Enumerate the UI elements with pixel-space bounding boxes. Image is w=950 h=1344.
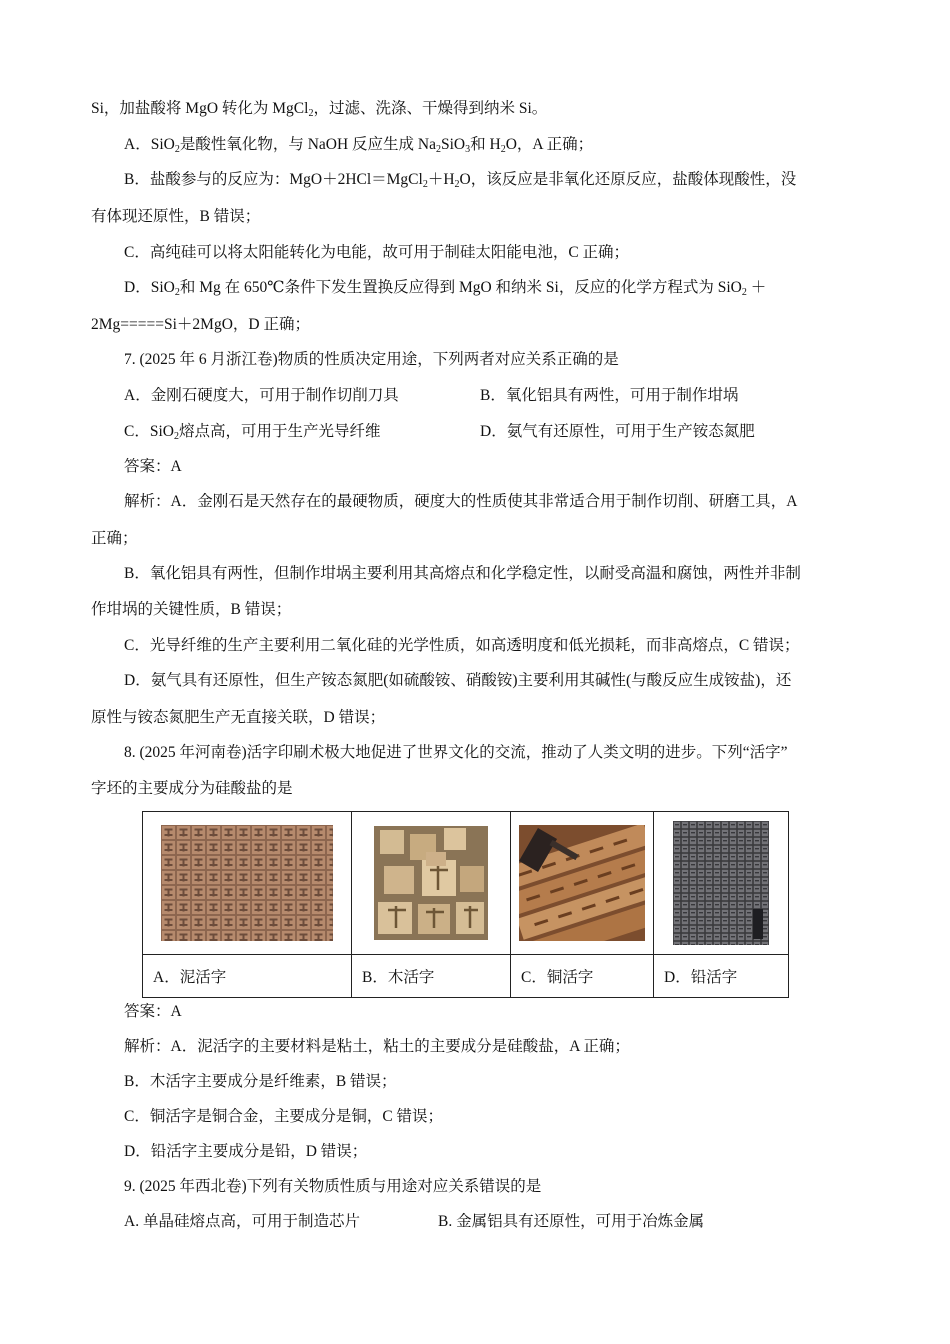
question-8: 8. (2025 年河南卷)活字印刷术极大地促进了世界文化的交流，推动了人类文明的进步。下列“活字” [124,744,788,761]
text-line: C．光导纤维的生产主要利用二氧化硅的光学性质，如高透明度和低光损耗，而非高熔点，C 错误； [124,637,800,654]
option-a-clay-type: A．泥活字 [143,955,352,998]
text-line: 原性与铵态氮肥生产无直接关联，D 错误； [91,709,386,726]
wood-type-image-cell [352,812,511,955]
wood-type-image [374,826,488,940]
clay-type-image-cell [143,812,352,955]
q7-explanation: 解析：A．金刚石是天然存在的最硬物质，硬度大的性质使其非常适合用于制作切削、研磨工具，A [124,493,798,510]
text-line: 有体现还原性，B 错误； [91,208,261,225]
lead-type-image-cell [654,812,789,955]
text-line: 2Mg=====Si＋2MgO，D 正确； [91,316,310,333]
text-line: C．铜活字是铜合金，主要成分是铜，C 错误； [124,1108,444,1125]
text-line: Si，加盐酸将 MgO 转化为 MgCl$_2$，过滤、洗涤、干燥得到纳米 Si。 [91,100,548,119]
movable-type-table [142,811,789,998]
option-c-copper-type: C．铜活字 [511,955,654,998]
text-line: 字坯的主要成分为硅酸盐的是 [91,780,293,797]
copper-type-image [519,825,645,941]
q7-options-row-2: C．SiO$_2$熔点高，可用于生产光导纤维 D．氨气有还原性，可用于生产铵态氮肥 [124,423,755,442]
question-7: 7. (2025 年 6 月浙江卷)物质的性质决定用途，下列两者对应关系正确的是 [124,351,619,368]
q7-answer: 答案：A [124,458,182,475]
option-d-lead-type: D．铅活字 [654,955,789,998]
q8-answer: 答案：A [124,1003,182,1020]
text-line: A．SiO$_2$是酸性氧化物，与 NaOH 反应生成 $Na_2SiO_3$和 $H_2O$，A 正确； [124,136,594,155]
copper-type-image-cell [511,812,654,955]
q7-options-row-1: A．金刚石硬度大，可用于制作切削刀具 B．氧化铝具有两性，可用于制作坩埚 [124,387,739,404]
text-line: D．SiO$_2$和 Mg 在 650℃条件下发生置换反应得到 MgO 和纳米 Si，反应的化学方程式为 SiO$_2$ ＋ [124,279,767,298]
text-line: B．氧化铝具有两性，但制作坩埚主要利用其高熔点和化学稳定性，以耐受高温和腐蚀，两性并非制 [124,565,801,582]
text-line: B．盐酸参与的反应为：$MgO+2HCl=MgCl_2+H_2O$，该反应是非氧化还原反应，盐酸体现酸性，没 [124,171,797,190]
clay-type-image [161,825,333,941]
text-line: D．氨气具有还原性，但生产铵态氮肥(如硫酸铵、硝酸铵)主要利用其碱性(与酸反应生成铵盐)，还 [124,672,792,689]
q9-options-row-1: A. 单晶硅熔点高，可用于制造芯片 B. 金属铝具有还原性，可用于冶炼金属 [124,1213,705,1230]
lead-type-image [673,821,769,945]
option-b-wood-type: B．木活字 [352,955,511,998]
text-line: 正确； [91,530,138,547]
text-line: B．木活字主要成分是纤维素，B 错误； [124,1073,397,1090]
q8-explanation: 解析：A．泥活字的主要材料是粘土，粘土的主要成分是硅酸盐，A 正确； [124,1038,630,1055]
text-line: 作坩埚的关键性质，B 错误； [91,601,292,618]
question-9: 9. (2025 年西北卷)下列有关物质性质与用途对应关系错误的是 [124,1178,542,1195]
text-line: C．高纯硅可以将太阳能转化为电能，故可用于制硅太阳能电池，C 正确； [124,244,630,261]
text-line: D．铅活字主要成分是铅，D 错误； [124,1143,368,1160]
